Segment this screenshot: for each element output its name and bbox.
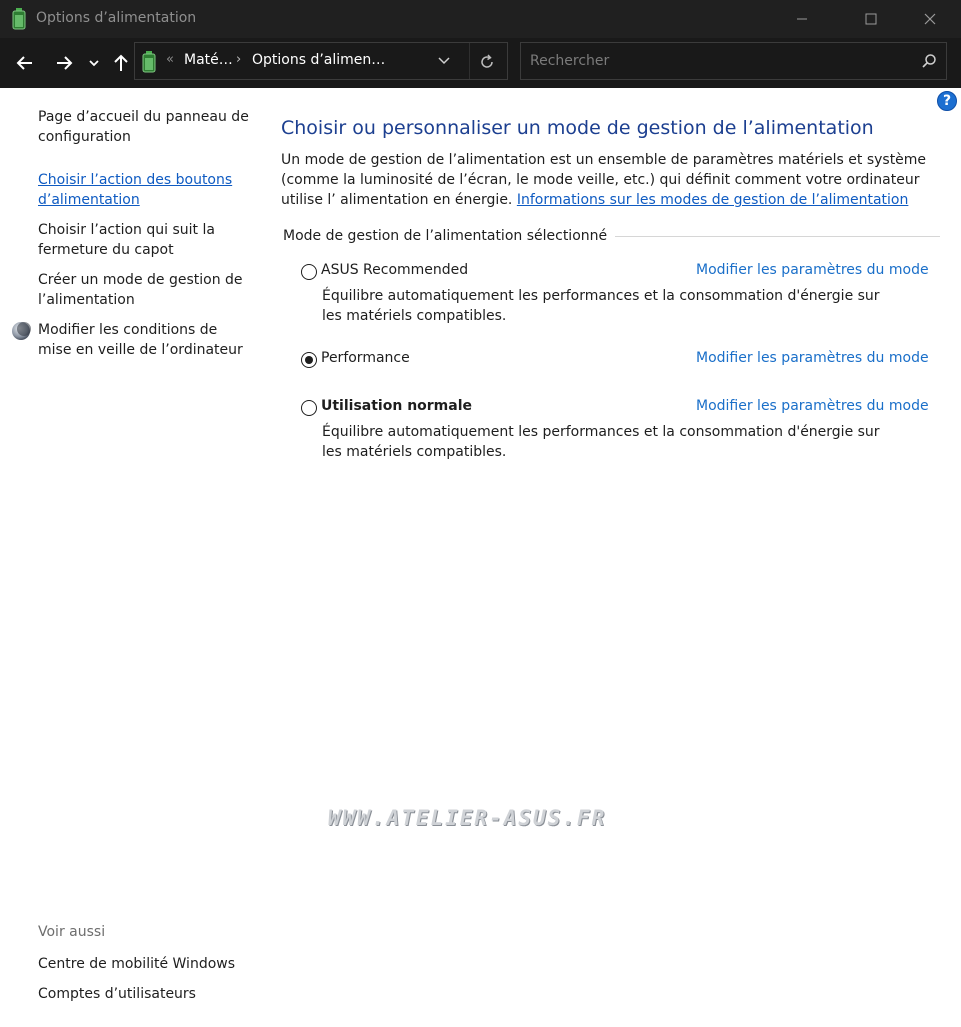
plan-name-asus-recommended[interactable]: ASUS Recommended (321, 262, 469, 278)
group-label: Mode de gestion de l’alimentation sélectionné (283, 228, 615, 244)
up-button[interactable] (108, 50, 134, 76)
plan-name-normal-use[interactable]: Utilisation normale (321, 398, 473, 414)
arrow-right-icon (55, 54, 73, 72)
intro-text (281, 150, 946, 210)
intro-description: Un mode de gestion de l’alimentation est un ensemble de paramètres matériels et système (comme la luminosité de l’écran, le mode veille, etc.) qui définit comment votre ordinateur utilise l’ alimentation en énergie. (281, 152, 927, 208)
close-button[interactable] (907, 0, 953, 38)
window-title: Options d’alimentation (36, 10, 197, 26)
sidebar-item-lid-close[interactable]: Choisir l’action qui suit la fermeture du capot (38, 222, 215, 258)
minimize-button[interactable] (779, 0, 825, 38)
task-pane (0, 88, 260, 1027)
plan-radio-performance[interactable] (301, 352, 317, 368)
change-plan-settings-link[interactable]: Modifier les paramètres du mode (696, 262, 929, 278)
plan-radio-normal-use[interactable] (301, 400, 317, 416)
refresh-button[interactable] (475, 50, 499, 74)
change-plan-settings-link[interactable]: Modifier les paramètres du mode (696, 398, 929, 414)
arrow-up-icon (113, 54, 129, 72)
address-bar[interactable] (134, 42, 508, 80)
forward-button[interactable] (51, 50, 77, 76)
plan-name-performance[interactable]: Performance (321, 350, 410, 366)
search-icon[interactable] (921, 53, 937, 73)
chevron-down-icon[interactable] (437, 54, 451, 70)
navigation-bar (0, 38, 961, 88)
search-input[interactable] (530, 51, 910, 71)
sidebar-item-control-panel-home[interactable]: Page d’accueil du panneau de configuration (38, 109, 249, 145)
breadcrumb-power-options[interactable]: Options d’alimen… (252, 52, 386, 68)
see-also-user-accounts[interactable]: Comptes d’utilisateurs (38, 986, 196, 1002)
chevron-down-icon (88, 58, 100, 68)
see-also-heading: Voir aussi (38, 924, 106, 940)
plan-radio-asus-recommended[interactable] (301, 264, 317, 280)
search-box[interactable] (520, 42, 947, 80)
see-also-mobility-center[interactable]: Centre de mobilité Windows (38, 956, 236, 972)
battery-icon (12, 8, 26, 30)
title-bar (0, 0, 961, 38)
plan-description: Équilibre automatiquement les performances et la consommation d'énergie sur les matériels compatibles. (322, 288, 880, 324)
plan-description: Équilibre automatiquement les performances et la consommation d'énergie sur les matériels compatibles. (322, 424, 880, 460)
page-title: Choisir ou personnaliser un mode de gestion de l’alimentation (281, 117, 874, 139)
back-button[interactable] (12, 50, 38, 76)
maximize-button[interactable] (848, 0, 894, 38)
sidebar-item-create-plan[interactable]: Créer un mode de gestion de l’alimentation (38, 272, 243, 308)
refresh-icon (479, 54, 495, 70)
arrow-left-icon (16, 54, 34, 72)
help-button[interactable]: ? (937, 91, 957, 111)
breadcrumb-overflow[interactable]: « (166, 52, 174, 67)
breadcrumb-separator[interactable]: › (236, 52, 242, 67)
power-plans-info-link[interactable]: Informations sur les modes de gestion de l’alimentation (516, 192, 909, 208)
change-plan-settings-link[interactable]: Modifier les paramètres du mode (696, 350, 929, 366)
breadcrumb-hardware[interactable]: Maté… (184, 52, 233, 68)
moon-icon (11, 321, 31, 345)
sidebar-item-power-buttons[interactable]: Choisir l’action des boutons d’alimentation (38, 172, 233, 208)
sidebar-item-sleep-settings[interactable]: Modifier les conditions de mise en veille de l’ordinateur (38, 322, 243, 358)
battery-icon (142, 51, 156, 77)
recent-locations-button[interactable] (84, 50, 104, 76)
watermark: WWW.ATELIER-ASUS.FR (328, 806, 607, 830)
address-divider (469, 43, 470, 79)
